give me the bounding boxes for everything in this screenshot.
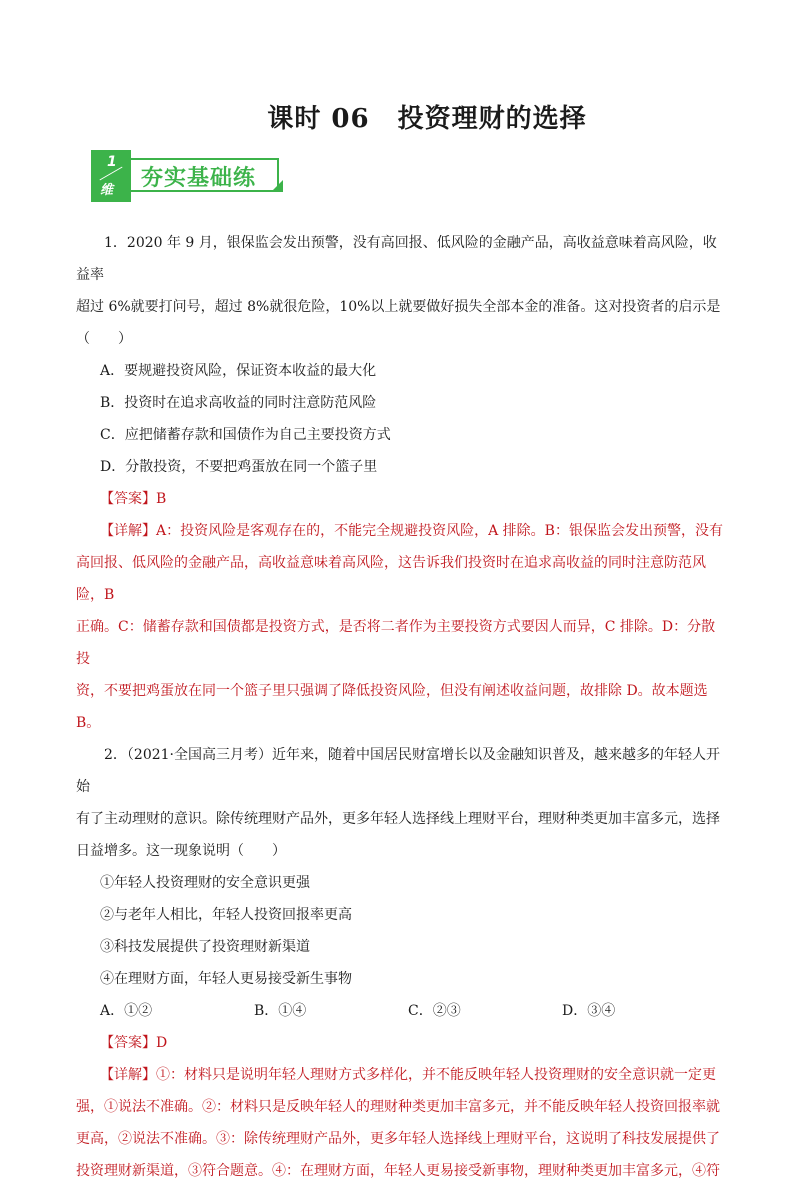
q1-option: C．应把储蓄存款和国债作为自己主要投资方式 bbox=[100, 427, 391, 443]
q2-detail-line: 投资理财新渠道，③符合题意。④：在理财方面，年轻人更易接受新事物，理财种类更加丰富多元，④符 bbox=[76, 1163, 720, 1179]
q2-options bbox=[76, 995, 726, 1027]
question-content bbox=[76, 227, 726, 1187]
page-title bbox=[0, 98, 794, 135]
q1-detail-line: 正确。C：储蓄存款和国债都是投资方式，是否将二者作为主要投资方式要因人而异，C 排除。D：分散投 bbox=[76, 619, 716, 667]
q1-answer: 【答案】B bbox=[100, 491, 167, 507]
level-badge bbox=[91, 150, 131, 202]
lesson-topic: 投资理财的选择 bbox=[397, 104, 587, 134]
section-label: 夯实基础练 bbox=[141, 166, 257, 191]
q2-option: D．③④ bbox=[562, 1003, 616, 1019]
q2-stem-line: 2．（2021·全国高三月考）近年来，随着中国居民财富增长以及金融知识普及，越来越多的年轻人开始 bbox=[76, 747, 720, 795]
q1-detail-line: 【详解】A：投资风险是客观存在的，不能完全规避投资风险，A 排除。B：银保监会发出预警，没有 bbox=[100, 523, 723, 539]
q1-stem-line: 超过 6%就要打问号，超过 8%就很危险，10%以上就要做好损失全部本金的准备。这对投资者的启示是 bbox=[76, 299, 721, 315]
lesson-number: 课时 06 bbox=[267, 104, 370, 134]
q1-detail-line: 高回报、低风险的金融产品，高收益意味着高风险，这告诉我们投资时在追求高收益的同时注意防范风险，B bbox=[76, 555, 706, 603]
q2-option: C．②③ bbox=[408, 1003, 461, 1019]
section-banner bbox=[91, 150, 287, 202]
q2-statement: ④在理财方面，年轻人更易接受新生事物 bbox=[100, 971, 352, 987]
ribbon-corner bbox=[271, 180, 283, 192]
q1-stem-line: 1．2020 年 9 月，银保监会发出预警，没有高回报、低风险的金融产品，高收益意味着高风险，收益率 bbox=[76, 235, 717, 283]
q1-option: B．投资时在追求高收益的同时注意防范风险 bbox=[100, 395, 377, 411]
q2-detail-line: 更高，②说法不准确。③：除传统理财产品外，更多年轻人选择线上理财平台，这说明了科技发展提供了 bbox=[76, 1131, 720, 1147]
q2-stem-line: 日益增多。这一现象说明（ ） bbox=[76, 843, 286, 859]
q1-stem-line: （ ） bbox=[76, 331, 132, 347]
q2-answer: 【答案】D bbox=[100, 1035, 168, 1051]
q2-statement: ③科技发展提供了投资理财新渠道 bbox=[100, 939, 310, 955]
q2-statement: ②与老年人相比，年轻人投资回报率更高 bbox=[100, 907, 352, 923]
q1-option: D．分散投资，不要把鸡蛋放在同一个篮子里 bbox=[100, 459, 378, 475]
q2-statement: ①年轻人投资理财的安全意识更强 bbox=[100, 875, 310, 891]
q2-detail-line: 强，①说法不准确。②：材料只是反映年轻人的理财种类更加丰富多元，并不能反映年轻人投资回报率就 bbox=[76, 1099, 720, 1115]
q2-detail-line: 【详解】①：材料只是说明年轻人理财方式多样化，并不能反映年轻人投资理财的安全意识就一定更 bbox=[100, 1067, 716, 1083]
q2-option: B．①④ bbox=[254, 1003, 307, 1019]
section-ribbon bbox=[131, 158, 279, 192]
q2-stem-line: 有了主动理财的意识。除传统理财产品外，更多年轻人选择线上理财平台，理财种类更加丰富多元，选择 bbox=[76, 811, 720, 827]
q2-option: A．①② bbox=[100, 1003, 153, 1019]
level-number: 1 bbox=[107, 154, 117, 170]
level-word: 维 bbox=[100, 183, 114, 198]
q1-option: A．要规避投资风险，保证资本收益的最大化 bbox=[100, 363, 377, 379]
q1-detail-line: 资，不要把鸡蛋放在同一个篮子里只强调了降低投资风险，但没有阐述收益问题，故排除 D。故本题选 B。 bbox=[76, 683, 708, 731]
